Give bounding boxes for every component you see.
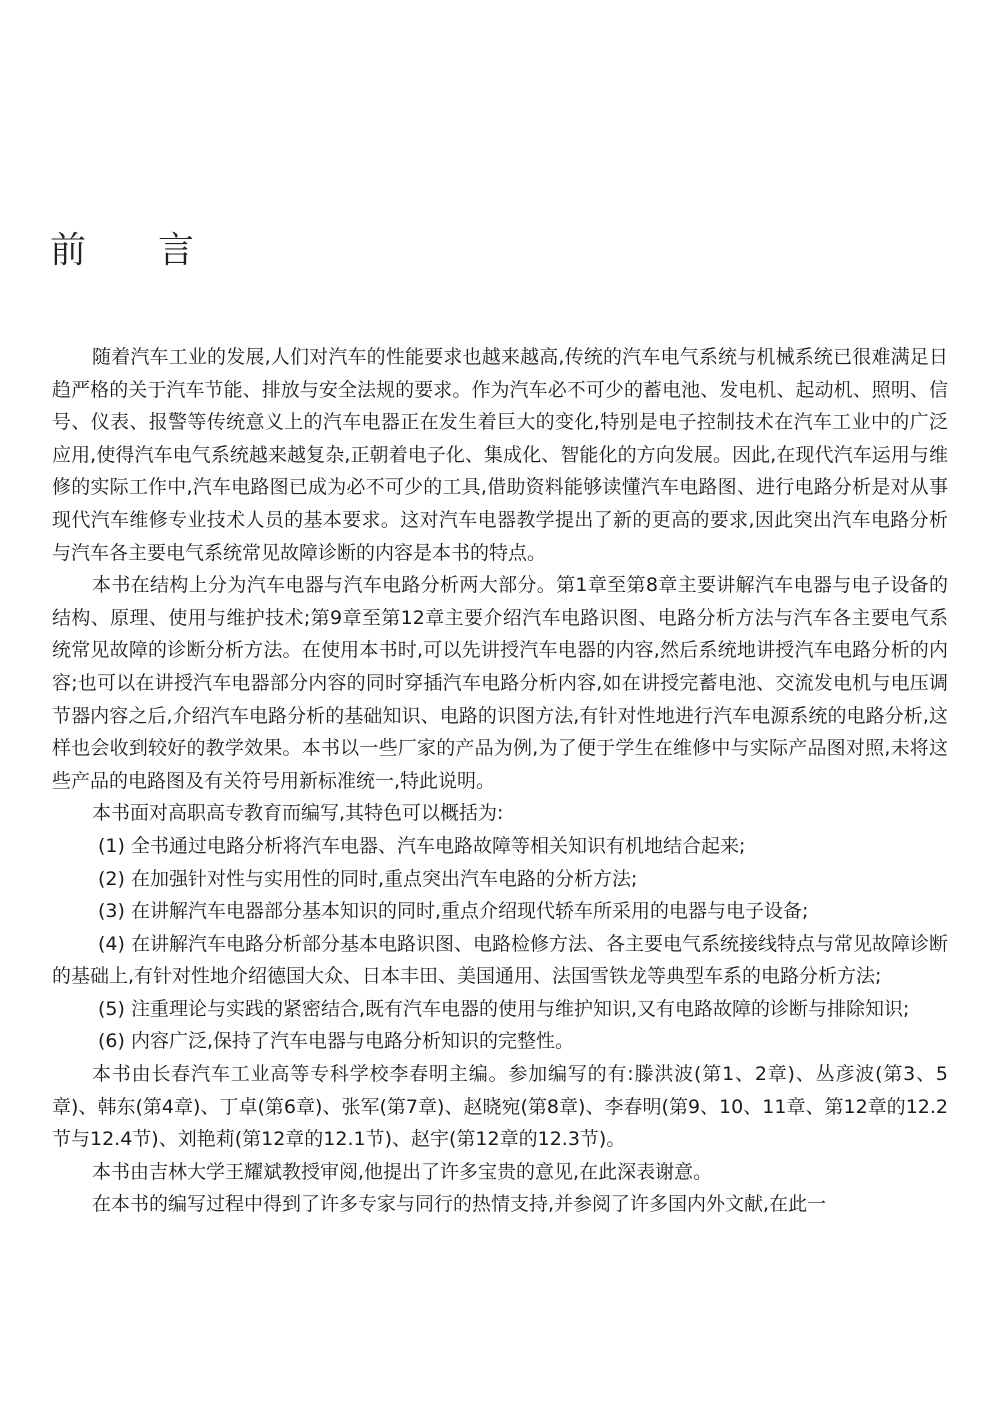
feature-item-5: (5) 注重理论与实践的紧密结合,既有汽车电器的使用与维护知识,又有电路故障的诊断与排除知识; xyxy=(98,997,910,1020)
feature-item-1: (1) 全书通过电路分析将汽车电器、汽车电路故障等相关知识有机地结合起来; xyxy=(98,834,746,857)
feature-item-4: (4) 在讲解汽车电路分析部分基本电路识图、电路检修方法、各主要电气系统接线特点与常见故障诊断的基础上,有针对性地介绍德国大众、日本丰田、美国通用、法国雪铁龙等典型车系的电路分析方法; xyxy=(52,932,948,988)
paragraph-intro: 随着汽车工业的发展,人们对汽车的性能要求也越来越高,传统的汽车电气系统与机械系统已很难满足日趋严格的关于汽车节能、排放与安全法规的要求。作为汽车必不可少的蓄电池、发电机、起动机、照明、信号、仪表、报警等传统意义上的汽车电器正在发生着巨大的变化,特别是电子控制技术在汽车工业中的广泛应用,使得汽车电气系统越来越复杂,正朝着电子化、集成化、智能化的方向发展。因此,在现代汽车运用与维修的实际工作中,汽车电路图已成为必不可少的工具,借助资料能够读懂汽车电路图、进行电路分析是对从事现代汽车维修专业技术人员的基本要求。这对汽车电器教学提出了新的更高的要求,因此突出汽车电路分析与汽车各主要电气系统常见故障诊断的内容是本书的特点。 xyxy=(52,346,948,564)
title-char-1: 前 xyxy=(50,230,87,271)
paragraph-reviewer: 本书由吉林大学王耀斌教授审阅,他提出了许多宝贵的意见,在此深表谢意。 xyxy=(92,1160,713,1183)
feature-item-3: (3) 在讲解汽车电器部分基本知识的同时,重点介绍现代轿车所采用的电器与电子设备; xyxy=(98,900,809,923)
feature-item-6: (6) 内容广泛,保持了汽车电器与电路分析知识的完整性。 xyxy=(98,1030,574,1053)
paragraph-authors: 本书由长春汽车工业高等专科学校李春明主编。参加编写的有:滕洪波(第1、2章)、丛彦波(第3、5章)、韩东(第4章)、丁卓(第6章)、张军(第7章)、赵晓宛(第8章)、李春明(第9、10、11章、第12章的12.2节与12.4节)、刘艳莉(第12章的12.1节)、赵宇(第12章的12.3节)。 xyxy=(52,1063,948,1151)
paragraph-features-intro: 本书面对高职高专教育而编写,其特色可以概括为: xyxy=(92,802,504,825)
preface-body xyxy=(52,341,948,1221)
paragraph-acknowledgement: 在本书的编写过程中得到了许多专家与同行的热情支持,并参阅了许多国内外文献,在此一 xyxy=(92,1193,827,1216)
title-char-2: 言 xyxy=(158,230,195,271)
feature-item-2: (2) 在加强针对性与实用性的同时,重点突出汽车电路的分析方法; xyxy=(98,867,638,890)
paragraph-structure: 本书在结构上分为汽车电器与汽车电路分析两大部分。第1章至第8章主要讲解汽车电器与电子设备的结构、原理、使用与维护技术;第9章至第12章主要介绍汽车电路识图、电路分析方法与汽车各主要电气系统常见故障的诊断分析方法。在使用本书时,可以先讲授汽车电器的内容,然后系统地讲授汽车电路分析的内容;也可以在讲授汽车电器部分内容的同时穿插汽车电路分析内容,如在讲授完蓄电池、交流发电机与电压调节器内容之后,介绍汽车电路分析的基础知识、电路的识图方法,有针对性地进行汽车电源系统的电路分析,这样也会收到较好的教学效果。本书以一些厂家的产品为例,为了便于学生在维修中与实际产品图对照,未将这些产品的电路图及有关符号用新标准统一,特此说明。 xyxy=(52,574,948,792)
page-title xyxy=(50,222,194,273)
